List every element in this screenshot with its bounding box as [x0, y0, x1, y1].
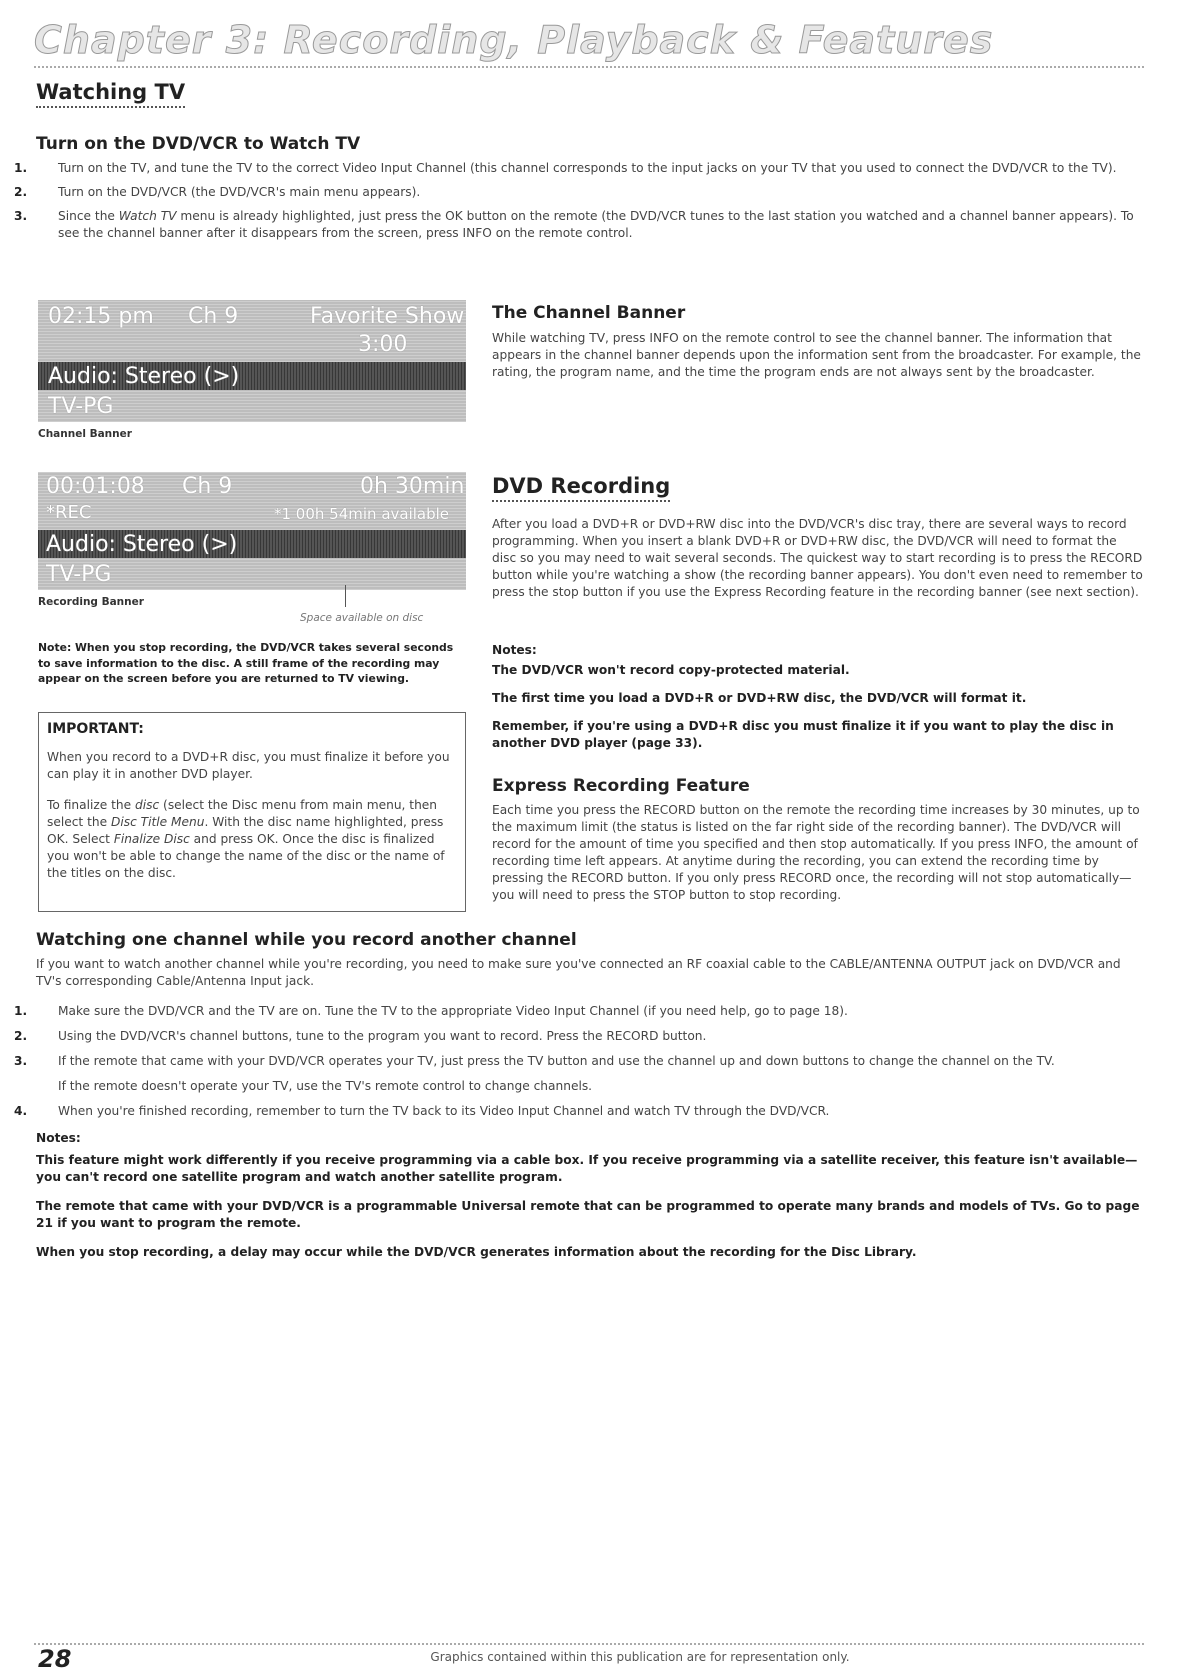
recording-banner-image — [38, 472, 466, 590]
rec-channel: Ch 9 — [182, 474, 233, 499]
caption-recording-banner: Recording Banner — [38, 596, 144, 608]
footer-divider — [34, 1643, 1144, 1645]
chapter-title: Chapter 3: Recording, Playback & Features — [34, 18, 994, 62]
caption-channel-banner: Channel Banner — [38, 428, 132, 440]
banner-time: 02:15 pm — [48, 304, 154, 329]
rec-indicator: *REC — [46, 502, 92, 523]
space-pointer-line — [345, 585, 346, 607]
heading-watch-while-record: Watching one channel while you record another channel — [36, 930, 577, 950]
section-title-dvd-recording: DVD Recording — [492, 474, 670, 502]
watch-note-1: This feature might work differently if you receive programming via a cable box. If you receive programming via a satellite receiver, this feature isn't available—you can't record one satellite program and watch another satellite program. — [36, 1153, 1138, 1184]
important-title: IMPORTANT: — [47, 721, 144, 737]
list-item: If the remote doesn't operate your TV, use the TV's remote control to change channels. — [58, 1079, 593, 1093]
banner-channel: Ch 9 — [188, 304, 239, 329]
banner-audio: Audio: Stereo (>) — [48, 364, 240, 389]
banner-rating: TV-PG — [48, 394, 114, 419]
important-p2: To finalize the disc (select the Disc menu from main menu, then select the Disc Title Menu. With the disc name highlighted, press OK. Select Finalize Disc and press OK. Once the disc is finalized you won't be able to change the name of the disc or the name of the titles on the disc. — [47, 798, 445, 880]
list-item: 3. Since the Watch TV menu is already highlighted, just press the OK button on the remote (the DVD/VCR tunes to the last station you watched and a channel banner appears). To see the channel banner after it disappears from the screen, press INFO on the remote control. — [14, 209, 1134, 240]
watch-while-record-steps — [14, 1003, 1146, 1120]
list-item: 1. Turn on the TV, and tune the TV to the correct Video Input Channel (this channel corresponds to the input jacks on your TV that you used to connect the DVD/VCR to the TV). — [14, 161, 1117, 175]
watch-while-record-intro: If you want to watch another channel while you're recording, you need to make sure you've connected an RF coaxial cable to the CABLE/ANTENNA OUTPUT jack on DVD/VCR and TV's corresponding Cable/Antenna Input jack. — [36, 957, 1121, 988]
dvd-notes-label: Notes: — [492, 643, 537, 657]
list-item: 4. When you're finished recording, remember to turn the TV back to its Video Input Channel and watch TV through the DVD/VCR. — [14, 1104, 830, 1118]
banner-show: Favorite Show — [310, 304, 465, 329]
rec-time: 00:01:08 — [46, 474, 145, 499]
footer-disclaimer: Graphics contained within this publication are for representation only. — [430, 1650, 850, 1664]
dvd-note-2: The first time you load a DVD+R or DVD+RW disc, the DVD/VCR will format it. — [492, 691, 1027, 705]
turn-on-steps — [14, 160, 1146, 242]
dvd-note-3: Remember, if you're using a DVD+R disc you must finalize it if you want to play the disc in another DVD player (page 33). — [492, 719, 1114, 750]
section-title-watching-tv: Watching TV — [36, 80, 185, 108]
caption-space-available: Space available on disc — [300, 612, 424, 624]
list-item: 3. If the remote that came with your DVD/VCR operates your TV, just press the TV button and use the channel up and down buttons to change the channel on the TV. — [14, 1054, 1055, 1068]
rec-audio: Audio: Stereo (>) — [46, 532, 238, 557]
rec-duration: 0h 30min — [360, 474, 465, 499]
rec-rating: TV-PG — [46, 562, 112, 587]
dvd-note-1: The DVD/VCR won't record copy-protected material. — [492, 663, 850, 677]
list-item: 2. Using the DVD/VCR's channel buttons, tune to the program you want to record. Press the RECORD button. — [14, 1029, 707, 1043]
chapter-divider — [34, 66, 1144, 68]
important-box — [38, 712, 466, 912]
banner-ends: 3:00 — [358, 332, 408, 357]
watch-note-3: When you stop recording, a delay may occur while the DVD/VCR generates information about the recording for the Disc Library. — [36, 1245, 917, 1259]
rec-available: *1 00h 54min available — [274, 505, 450, 523]
important-p1: When you record to a DVD+R disc, you must finalize it before you can play it in another DVD player. — [47, 750, 450, 781]
list-item: 2. Turn on the DVD/VCR (the DVD/VCR's main menu appears). — [14, 185, 421, 199]
heading-turn-on: Turn on the DVD/VCR to Watch TV — [36, 134, 361, 154]
channel-banner-body: While watching TV, press INFO on the remote control to see the channel banner. The information that appears in the channel banner depends upon the information sent from the broadcaster. For example, the rating, the program name, and the time the program ends are not always sent by the broadcaster. — [492, 331, 1141, 379]
page-number: 28 — [38, 1645, 72, 1673]
watch-notes-label: Notes: — [36, 1131, 81, 1145]
express-body: Each time you press the RECORD button on the remote the recording time increases by 30 minutes, up to the maximum limit (the status is listed on the far right side of the recording banner). The DVD/VCR will record for the amount of time you specified and then stop automatically. If you press INFO, the amount of recording time left appears. At anytime during the recording, you can extend the recording time by pressing the RECORD button. If you only press RECORD once, the recording will not stop automatically—you will need to press the STOP button to stop recording. — [492, 803, 1140, 902]
heading-express-recording: Express Recording Feature — [492, 776, 750, 796]
channel-banner-image — [38, 300, 466, 422]
recording-stop-note: Note: When you stop recording, the DVD/VCR takes several seconds to save information to the disc. A still frame of the recording may appear on the screen before you are returned to TV viewing. — [38, 641, 454, 685]
list-item: 1. Make sure the DVD/VCR and the TV are on. Tune the TV to the appropriate Video Input Channel (if you need help, go to page 18). — [14, 1004, 848, 1018]
heading-channel-banner: The Channel Banner — [492, 303, 686, 323]
dvd-recording-body: After you load a DVD+R or DVD+RW disc into the DVD/VCR's disc tray, there are several ways to record programming. When you insert a blank DVD+R or DVD+RW disc, the DVD/VCR will need to format the disc so you may need to wait several seconds. The quickest way to start recording is to press the RECORD button while you're watching a show (the recording banner appears). You don't even need to remember to press the stop button if you use the Express Recording feature in the recording banner (see next section). — [492, 517, 1143, 599]
watch-note-2: The remote that came with your DVD/VCR is a programmable Universal remote that can be programmed to operate many brands and models of TVs. Go to page 21 if you want to program the remote. — [36, 1199, 1140, 1230]
